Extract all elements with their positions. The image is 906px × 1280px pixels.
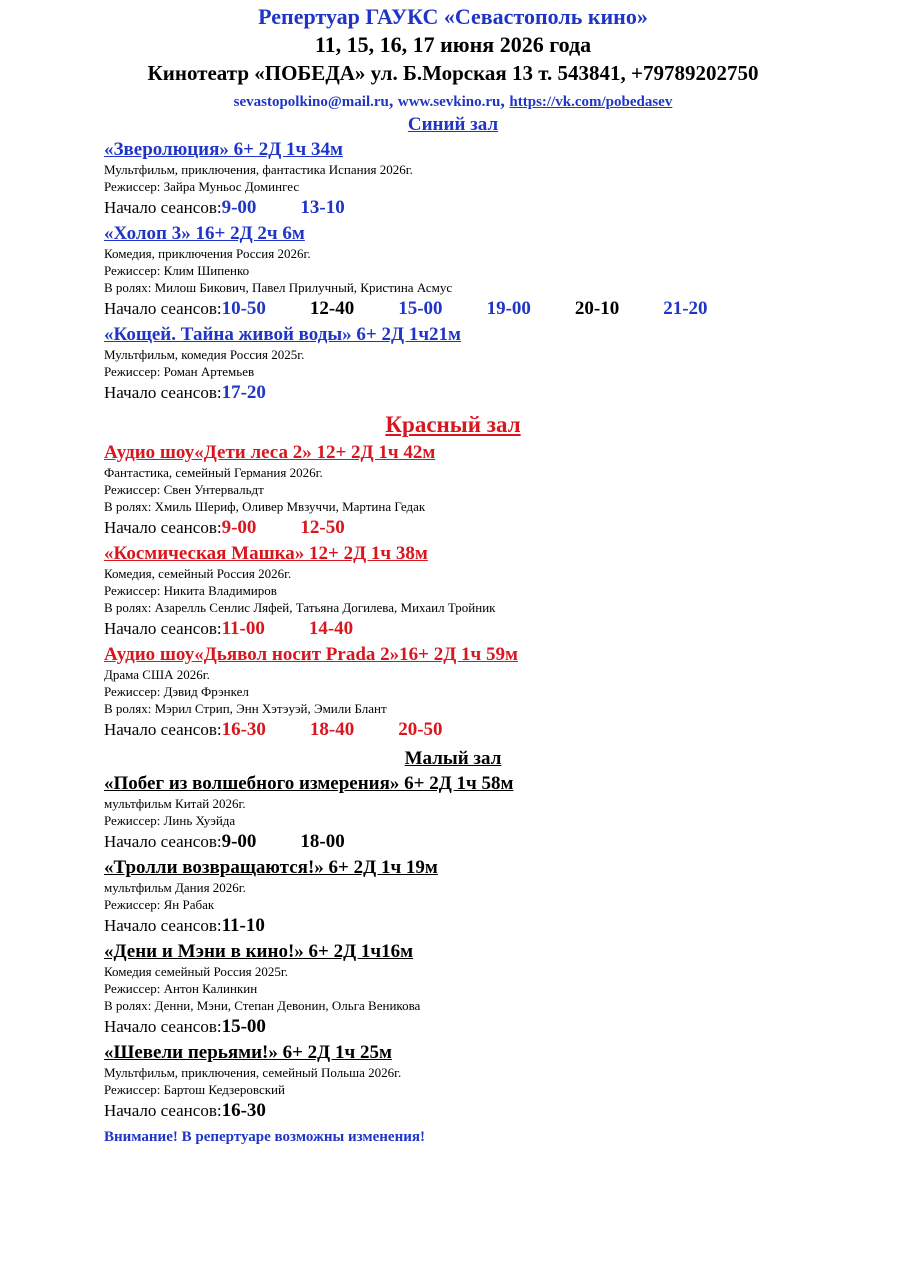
sessions-label: Начало сеансов:	[104, 720, 222, 739]
film-info-line: Фантастика, семейный Германия 2026г.	[104, 465, 323, 480]
session-time: 12-50	[300, 517, 345, 538]
session-time: 20-10	[574, 298, 620, 319]
film-title[interactable]: «Зверолюция» 6+ 2Д 1ч 34м	[104, 139, 343, 160]
session-time: 11-10	[221, 915, 265, 936]
film-title[interactable]: Аудио шоу«Дьявол носит Prada 2»16+ 2Д 1ч 59м	[104, 644, 518, 665]
hall-section	[0, 113, 906, 406]
film-info-line: Мультфильм, приключения, фантастика Испания 2026г.	[104, 162, 413, 177]
session-time: 10-50	[221, 298, 266, 319]
page-title: Репертуар ГАУКС «Севастополь кино»	[258, 4, 648, 29]
sessions-label: Начало сеансов:	[104, 832, 222, 851]
film-title[interactable]: Аудио шоу«Дети леса 2» 12+ 2Д 1ч 42м	[104, 442, 436, 463]
sessions-row	[104, 717, 906, 743]
film-info-line: Режиссер: Бартош Кедзеровский	[104, 1082, 285, 1097]
vk-link[interactable]: https://vk.com/pobedasev	[509, 94, 673, 110]
film-info-line: В ролях: Хмиль Шериф, Оливер Мвзуччи, Мартина Гедак	[104, 499, 426, 514]
hall-section	[0, 410, 906, 743]
sessions-label: Начало сеансов:	[104, 518, 222, 537]
halls-container	[0, 113, 906, 1124]
session-time: 16-30	[221, 1100, 266, 1121]
sessions-label: Начало сеансов:	[104, 383, 222, 402]
hall-title: Синий зал	[407, 114, 499, 135]
hall-title: Малый зал	[404, 748, 502, 769]
film-info-line: Режиссер: Дэвид Фрэнкел	[104, 684, 249, 699]
sessions-label: Начало сеансов:	[104, 1017, 222, 1036]
film-info-line: Мультфильм, комедия Россия 2025г.	[104, 347, 305, 362]
film-entry	[104, 221, 906, 322]
session-time: 21-20	[663, 298, 708, 319]
session-time: 15-00	[398, 298, 443, 319]
film-info-line: В ролях: Милош Бикович, Павел Прилучный, Кристина Асмус	[104, 280, 453, 295]
film-info-line: мультфильм Дания 2026г.	[104, 880, 246, 895]
sessions-row	[104, 515, 906, 541]
session-time: 9-00	[221, 831, 257, 852]
sessions-row	[104, 380, 906, 406]
film-info-line: Режиссер: Клим Шипенко	[104, 263, 250, 278]
film-info-line: Комедия, семейный Россия 2026г.	[104, 566, 292, 581]
film-title[interactable]: «Дени и Мэни в кино!» 6+ 2Д 1ч16м	[104, 941, 414, 962]
film-entry	[104, 1040, 906, 1124]
sessions-row	[104, 913, 906, 939]
session-time: 12-40	[309, 298, 355, 319]
film-info-line: Режиссер: Линь Хуэйда	[104, 813, 236, 828]
hall-section	[0, 747, 906, 1124]
film-info-line: мультфильм Китай 2026г.	[104, 796, 246, 811]
film-title[interactable]: «Побег из волшебного измерения» 6+ 2Д 1ч 58м	[104, 773, 514, 794]
film-entry	[104, 939, 906, 1040]
website-link[interactable]: www.sevkino.ru	[397, 94, 501, 110]
session-time: 14-40	[308, 618, 354, 639]
sessions-label: Начало сеансов:	[104, 198, 222, 217]
session-time: 11-00	[221, 618, 265, 639]
session-time: 19-00	[486, 298, 531, 319]
film-entry	[104, 137, 906, 221]
film-entry	[104, 541, 906, 642]
film-entry	[104, 855, 906, 939]
sessions-row	[104, 195, 906, 221]
film-info-line: Мультфильм, приключения, семейный Польша 2026г.	[104, 1065, 402, 1080]
notice-text: Внимание! В репертуаре возможны изменения!	[104, 1129, 425, 1145]
film-info-line: Драма США 2026г.	[104, 667, 210, 682]
film-info-line: Режиссер: Антон Калинкин	[104, 981, 258, 996]
contacts-line: sevastopolkino@mail.ru, www.sevkino.ru, https://vk.com/pobedasev	[233, 90, 673, 110]
film-title[interactable]: «Шевели перьями!» 6+ 2Д 1ч 25м	[104, 1042, 392, 1063]
session-time: 9-00	[221, 197, 257, 218]
sessions-label: Начало сеансов:	[104, 916, 222, 935]
session-time: 13-10	[300, 197, 345, 218]
film-entry	[104, 642, 906, 743]
cinema-address: Кинотеатр «ПОБЕДА» ул. Б.Морская 13 т. 543841, +79789202750	[147, 61, 759, 85]
film-info-line: Режиссер: Роман Артемьев	[104, 364, 255, 379]
session-time: 16-30	[221, 719, 266, 740]
hall-title: Красный зал	[385, 412, 521, 437]
film-title[interactable]: «Холоп 3» 16+ 2Д 2ч 6м	[104, 223, 305, 244]
sessions-label: Начало сеансов:	[104, 1101, 222, 1120]
sessions-label: Начало сеансов:	[104, 299, 222, 318]
session-time: 17-20	[221, 382, 266, 403]
film-info-line: В ролях: Мэрил Стрип, Энн Хэтэуэй, Эмили Блант	[104, 701, 387, 716]
film-info-line: Режиссер: Ян Рабак	[104, 897, 215, 912]
session-time: 9-00	[221, 517, 257, 538]
email-link[interactable]: sevastopolkino@mail.ru	[233, 94, 389, 110]
film-info-line: В ролях: Азарелль Сенлис Ляфей, Татьяна Догилева, Михаил Тройник	[104, 600, 496, 615]
film-title[interactable]: «Кощей. Тайна живой воды» 6+ 2Д 1ч21м	[104, 324, 461, 345]
film-entry	[104, 440, 906, 541]
film-entry	[104, 771, 906, 855]
sessions-row	[104, 1014, 906, 1040]
film-info-line: Комедия, приключения Россия 2026г.	[104, 246, 311, 261]
session-time: 18-00	[300, 831, 345, 852]
film-info-line: Режиссер: Свен Унтервальдт	[104, 482, 264, 497]
sessions-row	[104, 829, 906, 855]
film-info-line: В ролях: Денни, Мэни, Степан Девонин, Ольга Веникова	[104, 998, 421, 1013]
film-info-line: Режиссер: Зайра Муньос Домингес	[104, 179, 300, 194]
session-time: 20-50	[398, 719, 443, 740]
sessions-row	[104, 296, 906, 322]
session-time: 18-40	[309, 719, 355, 740]
film-info-line: Режиссер: Никита Владимиров	[104, 583, 277, 598]
sessions-row	[104, 1098, 906, 1124]
sessions-row	[104, 616, 906, 642]
session-time: 15-00	[221, 1016, 266, 1037]
film-title[interactable]: «Тролли возвращаются!» 6+ 2Д 1ч 19м	[104, 857, 438, 878]
film-title[interactable]: «Космическая Машка» 12+ 2Д 1ч 38м	[104, 543, 428, 564]
film-entry	[104, 322, 906, 406]
film-info-line: Комедия семейный Россия 2025г.	[104, 964, 289, 979]
sessions-label: Начало сеансов:	[104, 619, 222, 638]
dates-line: 11, 15, 16, 17 июня 2026 года	[314, 32, 592, 57]
